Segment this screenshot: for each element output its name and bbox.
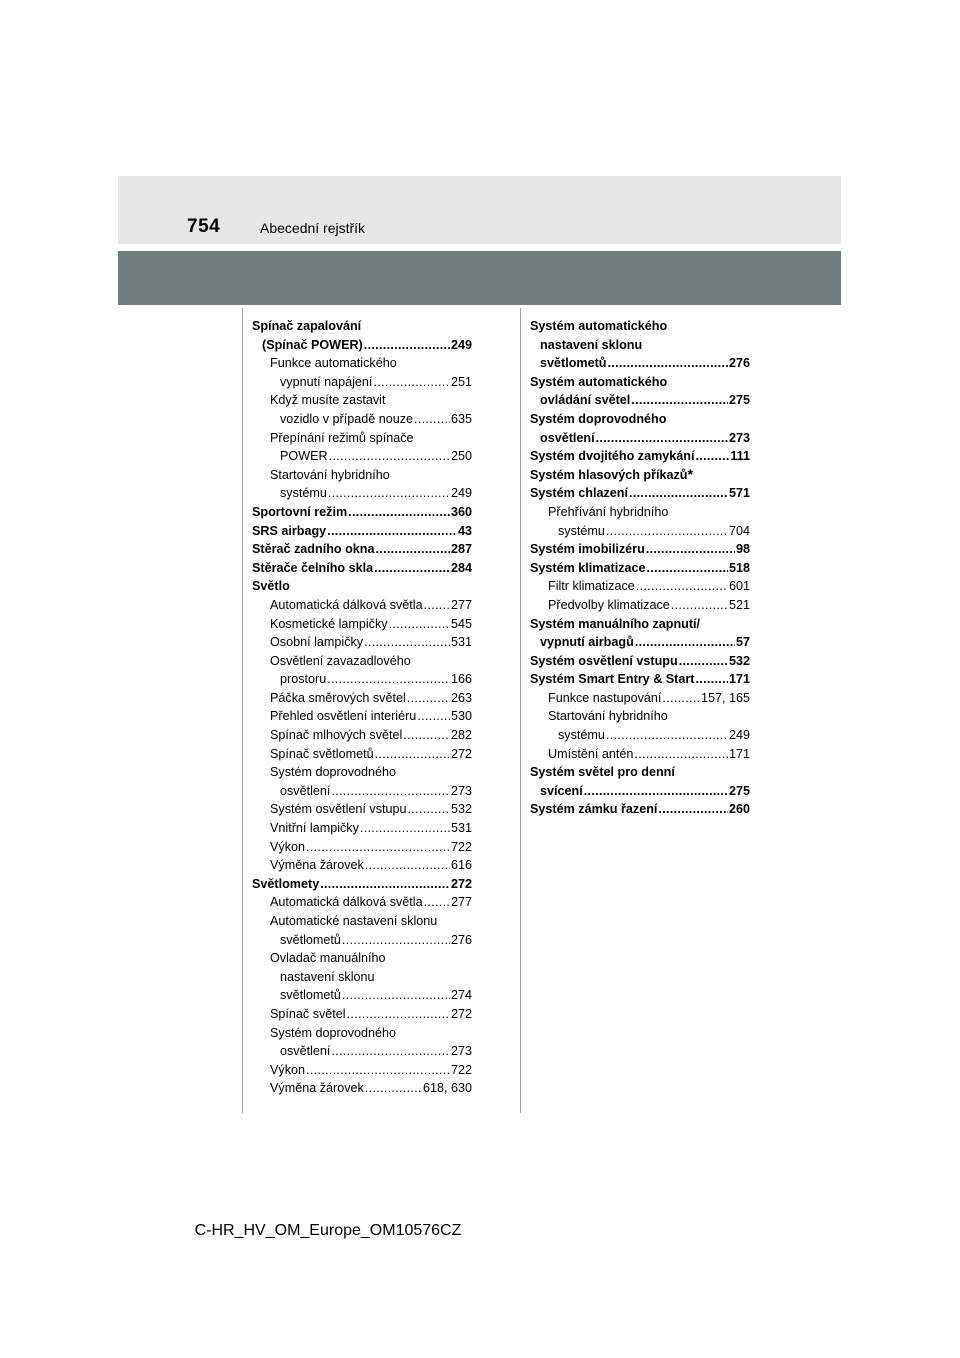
index-entry [530,596,750,615]
index-entry [252,484,472,503]
index-entry [530,410,750,429]
index-entry [252,615,472,634]
index-entry-label: Předvolby klimatizace [548,597,670,612]
index-entry [252,466,472,485]
index-entry-page: 722 [450,1062,472,1077]
index-entry-label: Systém automatického [530,319,668,333]
index-entry [252,1005,472,1024]
index-entry-page: 616 [450,858,472,873]
index-entry-label: Vnitřní lampičky [270,821,359,836]
document-code: C-HR_HV_OM_Europe_OM10576CZ [194,1222,462,1239]
index-entry [252,931,472,950]
index-entry-label: Systém automatického [530,374,668,389]
index-entry [252,968,472,987]
index-entry-label: ovládání světel [540,393,631,408]
leader-dots [631,391,728,410]
leader-dots [364,336,450,355]
right-column-rule [520,308,521,1113]
leader-dots [331,1042,450,1061]
leader-dots [695,447,729,466]
page-number: 754 [187,216,221,237]
index-entry [252,522,472,541]
leader-dots [408,800,450,819]
leader-dots [647,559,728,578]
leader-dots [389,615,450,634]
index-entry [530,391,750,410]
index-entry-label: Systém klimatizace [530,560,646,575]
index-entry-label: (Spínač POWER) [262,337,363,352]
leader-dots [606,726,728,745]
index-entry [530,503,750,522]
index-entry-label: systému [280,486,327,501]
leader-dots [417,707,450,726]
leader-dots [635,633,735,652]
index-entry [252,336,472,355]
index-entry [530,763,750,782]
leader-dots [373,373,450,392]
index-entry-page: 704 [728,523,750,538]
index-entry-label: Sportovní režim [252,504,348,519]
index-entry-label: systému [558,523,605,538]
index-entry [530,726,750,745]
index-entry-label: světlometů [540,356,607,371]
leader-dots [342,931,450,950]
leader-dots [407,689,450,708]
index-entry-page: 273 [728,430,750,445]
index-entry-label: Filtr klimatizace [548,579,635,594]
leader-dots [414,410,450,429]
leader-dots [365,1079,422,1098]
index-entry [252,1024,472,1043]
index-entry-label: Stěrače čelního skla [252,560,374,575]
index-entry-label: Systém osvětlení vstupu [270,802,407,817]
leader-dots [375,745,450,764]
index-entry-page: 249 [450,486,472,501]
index-entry-label: Funkce nastupování [548,690,662,705]
index-entry-page: 263 [450,690,472,705]
index-entry-label: světlometů [280,932,341,947]
index-entry [252,1061,472,1080]
index-entry-page: 277 [450,597,472,612]
index-entry: Systém hlasových příkazů * [530,466,750,485]
index-entry-label: vypnutí airbagů [540,635,634,650]
index-entry-page: 249 [728,728,750,743]
leader-dots [342,986,450,1005]
leader-dots [328,484,450,503]
index-entry [530,652,750,671]
index-entry-label: Umístění antén [548,746,634,761]
index-entry [252,838,472,857]
index-entry-label: POWER [280,449,328,464]
index-entry-label: Systém imobilizéru [530,542,645,557]
index-entry [530,577,750,596]
section-bar [118,251,841,305]
index-entry-label: Systém světel pro denní [530,765,675,780]
index-entry-page: 521 [728,597,750,612]
leader-dots [606,522,728,541]
index-entry-label: osvětlení [280,1044,331,1059]
leader-dots [331,782,450,801]
index-column-left [252,317,472,1098]
index-entry [252,354,472,373]
index-entry-page: 601 [728,579,750,594]
page-title: Abecední rejstřík [260,220,366,236]
index-entry [252,782,472,801]
index-entry [252,429,472,448]
index-entry-label: SRS airbagy [252,523,327,538]
index-entry [252,745,472,764]
index-entry-label: Automatická dálková světla [270,895,423,910]
index-entry-label: vypnutí napájení [280,374,373,389]
index-entry [530,317,750,336]
index-entry [252,856,472,875]
index-entry [252,763,472,782]
index-entry-page: 276 [728,356,750,371]
index-entry [252,670,472,689]
index-entry-page: 618, 630 [422,1081,472,1096]
index-entry-label: Osobní lampičky [270,635,364,650]
index-entry [252,652,472,671]
index-entry-page: 249 [450,337,472,352]
index-entry [530,633,750,652]
index-entry [530,484,750,503]
index-entry-label: Ovladač manuálního [270,951,386,966]
index-entry-page: 273 [450,1044,472,1059]
index-entry [252,317,472,336]
index-entry-label: Systém dvojitého zamykání [530,449,695,464]
leader-dots [360,819,450,838]
index-entry [252,800,472,819]
index-entry-page: 282 [450,728,472,743]
index-entry-page: 111 [730,449,750,464]
index-entry-page: 518 [728,560,750,575]
left-column-rule [242,308,243,1113]
index-entry-label: Automatická dálková světla [270,597,423,612]
leader-dots [320,875,450,894]
index-entry-label: Spínač světel [270,1006,346,1021]
index-entry [530,800,750,819]
index-entry-label: osvětlení [280,783,331,798]
index-entry-label: Systém zámku řazení [530,802,658,817]
index-entry-page: 276 [450,932,472,947]
index-entry-page: 275 [728,393,750,408]
index-entry-page: 530 [450,709,472,724]
index-entry-label: Stěrač zadního okna [252,542,375,557]
index-entry-page: 531 [450,635,472,650]
index-entry [530,782,750,801]
index-entry-page: 722 [450,839,472,854]
index-entry-page: 273 [450,783,472,798]
index-entry [252,949,472,968]
index-entry [530,689,750,708]
index-entry-label: Spínač světlometů [270,746,374,761]
index-entry [530,354,750,373]
index-entry [252,559,472,578]
index-entry [530,447,750,466]
index-entry [252,689,472,708]
index-entry [530,336,750,355]
leader-dots [679,652,728,671]
index-entry-label: Když musíte zastavit [270,393,386,408]
index-entry [252,577,472,596]
leader-dots [347,1005,450,1024]
index-entry-label: Systém manuálního zapnutí/ [530,616,701,631]
leader-dots [306,838,450,857]
index-entry [530,615,750,634]
index-entry-page: 251 [450,374,472,389]
leader-dots [403,726,450,745]
index-entry [530,540,750,559]
leader-dots [646,540,735,559]
index-entry-label: Výkon [270,839,306,854]
index-entry [252,986,472,1005]
index-entry [530,429,750,448]
leader-dots [424,596,450,615]
index-entry-label: Přehřívání hybridního [548,504,669,519]
index-entry-label: Přepínání režimů spínače [270,430,414,445]
index-entry [252,875,472,894]
index-entry-label: Výměna žárovek [270,858,364,873]
index-entry-page: 532 [728,653,750,668]
index-entry-page: 171 [728,672,750,687]
index-entry-label: Kosmetické lampičky [270,616,388,631]
index-entry-label: Spínač zapalování [252,319,362,333]
index-entry [252,707,472,726]
index-entry-page: 635 [450,411,472,426]
index-column-right [530,317,750,819]
leader-dots [658,800,728,819]
leader-dots [584,782,728,801]
index-entry-label: Osvětlení zavazadlového [270,653,411,668]
index-entry-page: 98 [735,542,750,557]
index-entry-page: 275 [728,783,750,798]
index-entry-label: Automatické nastavení sklonu [270,914,438,928]
index-entry-label: vozidlo v případě nouze [280,411,414,426]
index-entry [252,633,472,652]
leader-dots [608,354,728,373]
leader-dots [662,689,700,708]
index-entry-label: Startování hybridního [270,467,390,482]
index-entry-page: 277 [450,895,472,910]
index-entry-label: Výkon [270,1062,306,1077]
leader-dots [364,633,450,652]
index-entry-page: 287 [450,542,472,557]
leader-dots [424,893,450,912]
leader-dots [306,1061,450,1080]
index-entry-page: 360 [450,504,472,519]
leader-dots [596,429,728,448]
leader-dots [629,484,728,503]
index-entry-label: Startování hybridního [548,709,668,724]
leader-dots [327,670,450,689]
leader-dots [348,503,450,522]
index-entry-page: 272 [450,876,472,891]
index-entry-label: Spínač mlhových světel [270,728,403,743]
index-entry-page: 531 [450,821,472,836]
leader-dots [374,559,450,578]
leader-dots [636,577,728,596]
index-entry [252,1079,472,1098]
index-entry-label: Výměna žárovek [270,1081,364,1096]
index-entry-label: Přehled osvětlení interiéru [270,709,417,724]
index-entry-page: 284 [450,560,472,575]
index-entry-label: Páčka směrových světel [270,690,406,705]
index-entry [252,893,472,912]
leader-dots [634,745,728,764]
index-entry-page: 171 [728,746,750,761]
index-entry-label: Systém chlazení [530,486,628,501]
index-entry-page: 250 [450,449,472,464]
index-entry [252,1042,472,1061]
index-entry-page: 260 [728,802,750,817]
index-entry [252,373,472,392]
index-entry-label: Systém doprovodného [270,765,397,780]
index-entry [530,670,750,689]
index-entry-page: 57 [735,635,750,650]
index-entry-page: 274 [450,988,472,1003]
index-entry-label: systému [558,728,605,743]
index-entry [530,559,750,578]
index-entry-page: 532 [450,802,472,817]
header-band [118,176,841,244]
index-entry [252,447,472,466]
index-entry-label: světlometů [280,988,341,1003]
index-entry-page: 545 [450,616,472,631]
index-entry [252,410,472,429]
index-entry [530,373,750,392]
leader-dots [375,540,450,559]
index-entry-label: svícení [540,783,583,798]
index-entry-page: 272 [450,746,472,761]
leader-dots [329,447,450,466]
leader-dots [671,596,728,615]
index-entry [530,522,750,541]
index-entry [252,819,472,838]
index-entry-page: 43 [457,523,472,538]
index-entry-label: Systém hlasových příkazů [530,467,688,482]
index-entry [530,707,750,726]
footer [0,1222,960,1240]
index-entry-page: 157, 165 [700,690,750,705]
index-entry-label: Systém Smart Entry & Start [530,672,695,687]
index-entry-page: 166 [450,672,472,687]
index-entry-label: Systém doprovodného [270,1025,397,1040]
index-entry [252,540,472,559]
index-entry [252,503,472,522]
index-entry-label: Světlo [252,579,290,594]
index-entry [252,596,472,615]
leader-dots [327,522,457,541]
leader-dots [365,856,450,875]
index-entry-label: nastavení sklonu [280,969,375,984]
index-entry-label: Světlomety [252,876,320,891]
index-entry-label: nastavení sklonu [540,337,643,352]
index-entry [530,745,750,764]
index-entry-page: 571 [728,486,750,501]
index-entry-label: Funkce automatického [270,356,397,371]
index-entry-label: Systém doprovodného [530,411,667,426]
index-entry [252,726,472,745]
index-entry-label: prostoru [280,672,327,687]
index-entry [252,391,472,410]
index-entry [252,912,472,931]
index-entry-label: osvětlení [540,430,595,445]
leader-dots [695,670,728,689]
index-entry-page: 272 [450,1006,472,1021]
index-entry-label: Systém osvětlení vstupu [530,653,678,668]
